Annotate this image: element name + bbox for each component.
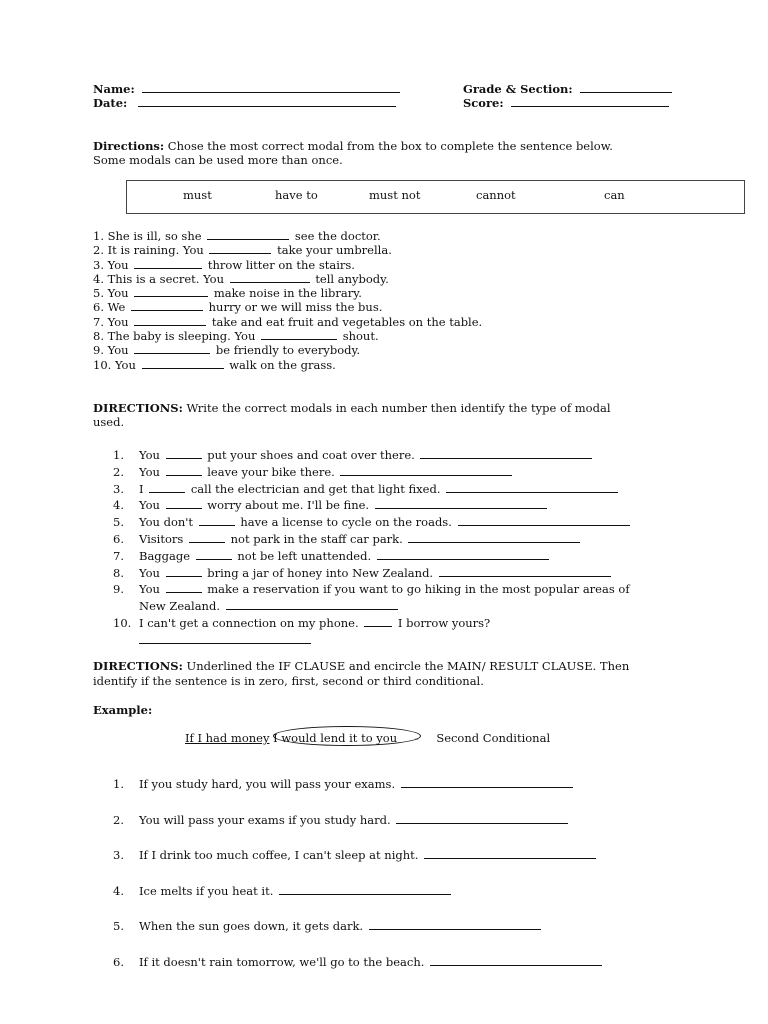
modal-option: can — [604, 188, 625, 202]
type-blank[interactable] — [458, 524, 630, 526]
section2-directions-line2: used. — [93, 415, 125, 429]
type-blank[interactable] — [226, 608, 398, 610]
conditional-blank[interactable] — [401, 786, 573, 788]
name-field[interactable] — [142, 91, 400, 93]
conditional-blank[interactable] — [396, 822, 568, 824]
section2-directions — [93, 401, 611, 415]
modal-option: must not — [369, 188, 421, 202]
type-blank[interactable] — [420, 457, 592, 459]
list-item: 9. You make a reservation if you want to go hiking in the most popular areas of — [113, 582, 630, 597]
type-blank[interactable] — [439, 575, 611, 577]
answer-blank[interactable] — [131, 309, 203, 311]
modal-option: have to — [275, 188, 318, 202]
section3-directions-label: DIRECTIONS: — [93, 659, 183, 673]
answer-blank[interactable] — [207, 238, 289, 240]
list-item: 2. You will pass your exams if you study hard. — [113, 813, 570, 827]
list-item: 6. If it doesn't rain tomorrow, we'll go to the beach. — [113, 955, 604, 969]
modal-blank[interactable] — [166, 575, 202, 577]
grade-field[interactable] — [580, 91, 672, 93]
name-row — [93, 82, 400, 96]
section1-directions-line2: Some modals can be used more than once. — [93, 153, 343, 167]
list-item: 5. When the sun goes down, it gets dark. — [113, 919, 543, 933]
section3-directions — [93, 659, 629, 673]
list-item: 10. I can't get a connection on my phone. I borrow yours? — [113, 615, 491, 630]
list-item: 6. Visitors not park in the staff car park. — [113, 531, 632, 548]
example-dash: - — [414, 731, 419, 745]
modal-blank[interactable] — [196, 558, 232, 560]
grade-row — [463, 82, 672, 96]
list-item: 1. She is ill, so she see the doctor. — [93, 229, 381, 243]
answer-blank[interactable] — [134, 324, 206, 326]
list-item-continuation: New Zealand. — [113, 598, 632, 615]
example-label: Example: — [93, 703, 153, 717]
list-item: 8. You bring a jar of honey into New Zealand. — [113, 565, 632, 582]
list-item: 4. Ice melts if you heat it. — [113, 884, 453, 898]
list-item: 5. You don't have a license to cycle on the roads. — [113, 514, 632, 531]
list-item: 8. The baby is sleeping. You shout. — [93, 329, 379, 344]
list-item: 3. You throw litter on the stairs. — [93, 257, 355, 272]
list-item: 3. If I drink too much coffee, I can't sleep at night. — [113, 848, 598, 862]
answer-blank[interactable] — [134, 267, 202, 269]
answer-blank[interactable] — [134, 295, 208, 297]
list-item: 7. You take and eat fruit and vegetables on the table. — [93, 314, 483, 329]
section1-directions-label: Directions: — [93, 139, 165, 153]
grade-label: Grade & Section: — [463, 82, 573, 96]
date-label: Date: — [93, 96, 128, 110]
type-blank[interactable] — [446, 491, 618, 493]
section2-list — [113, 447, 632, 649]
section2-directions-text: Write the correct modals in each number then identify the type of modal — [182, 401, 611, 415]
list-item: 7. Baggage not be left unattended. — [113, 548, 632, 565]
list-item: 1. If you study hard, you will pass your exams. — [113, 777, 575, 791]
section3-directions-text: Underlined the IF CLAUSE and encircle the MAIN/ RESULT CLAUSE. Then — [182, 659, 630, 673]
list-item: 10. You walk on the grass. — [93, 357, 336, 372]
list-item: 5. You make noise in the library. — [93, 286, 362, 301]
type-blank[interactable] — [377, 558, 549, 560]
name-label: Name: — [93, 82, 135, 96]
list-item: 1. You put your shoes and coat over there. — [113, 447, 632, 464]
conditional-blank[interactable] — [369, 928, 541, 930]
list-item-continuation — [113, 632, 632, 649]
answer-blank[interactable] — [261, 338, 337, 340]
modal-blank[interactable] — [189, 541, 225, 543]
section1-directions-text: Chose the most correct modal from the box to complete the sentence below. — [164, 139, 613, 153]
modal-box — [126, 180, 745, 214]
list-item: 4. You worry about me. I'll be fine. — [113, 497, 632, 514]
conditional-blank[interactable] — [424, 857, 596, 859]
example-sentence — [185, 731, 550, 745]
date-row — [93, 96, 396, 110]
score-field[interactable] — [511, 105, 669, 107]
conditional-blank[interactable] — [430, 964, 602, 966]
type-blank[interactable] — [139, 642, 311, 644]
modal-blank[interactable] — [199, 524, 235, 526]
section3-directions-line2: identify if the sentence is in zero, first, second or third conditional. — [93, 674, 484, 688]
conditional-blank[interactable] — [279, 893, 451, 895]
example-main-clause: I would lend it to you — [269, 731, 398, 745]
answer-blank[interactable] — [209, 252, 271, 254]
modal-option: must — [183, 188, 212, 202]
section1-directions — [93, 139, 613, 153]
date-field[interactable] — [138, 105, 396, 107]
answer-blank[interactable] — [142, 367, 224, 369]
list-item: 6. We hurry or we will miss the bus. — [93, 300, 383, 315]
modal-blank[interactable] — [166, 507, 202, 509]
modal-blank[interactable] — [364, 625, 392, 627]
section1-list — [93, 229, 482, 372]
list-item: 9. You be friendly to everybody. — [93, 343, 361, 358]
list-item: 4. This is a secret. You tell anybody. — [93, 271, 389, 286]
list-item: 2. You leave your bike there. — [113, 464, 632, 481]
example-type: Second Conditional — [436, 731, 551, 745]
score-row — [463, 96, 669, 110]
modal-blank[interactable] — [149, 491, 185, 493]
type-blank[interactable] — [375, 507, 547, 509]
section2-directions-label: DIRECTIONS: — [93, 401, 183, 415]
modal-blank[interactable] — [166, 457, 202, 459]
type-blank[interactable] — [340, 474, 512, 476]
modal-option: cannot — [476, 188, 516, 202]
answer-blank[interactable] — [230, 281, 310, 283]
example-if-clause: If I had money — [185, 731, 270, 745]
modal-blank[interactable] — [166, 591, 202, 593]
answer-blank[interactable] — [134, 352, 210, 354]
type-blank[interactable] — [408, 541, 580, 543]
list-item: 2. It is raining. You take your umbrella. — [93, 243, 392, 258]
list-item: 3. I call the electrician and get that light fixed. — [113, 481, 632, 498]
score-label: Score: — [463, 96, 504, 110]
modal-blank[interactable] — [166, 474, 202, 476]
